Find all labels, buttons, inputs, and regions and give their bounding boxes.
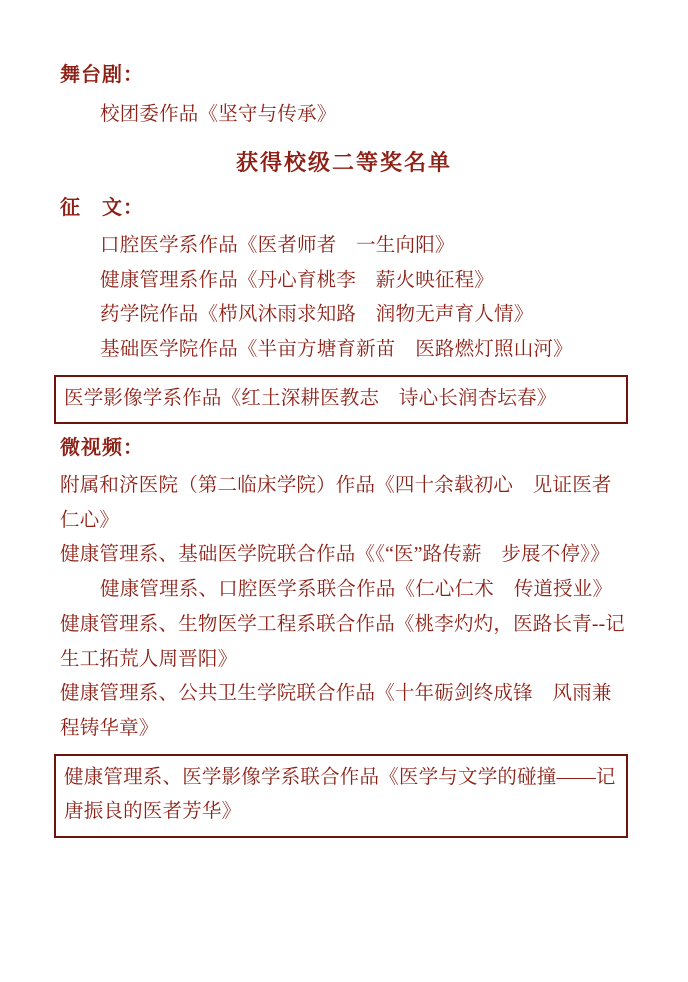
micro-video-item-text: 健康管理系、公共卫生学院联合作品《十年砺剑终成锋 风雨兼程铸华章》	[60, 683, 612, 739]
award-title: 获得校级二等奖名单	[235, 150, 452, 176]
micro-video-item	[60, 677, 628, 746]
essay-item: 健康管理系作品《丹心育桃李 薪火映征程》	[100, 269, 495, 291]
stage-play-item: 校团委作品《坚守与传承》	[100, 103, 337, 125]
micro-video-item-text: 健康管理系、生物医学工程系联合作品《桃李灼灼，医路长青--记生工拓荒人周晋阳》	[60, 613, 625, 670]
micro-video-item-highlighted	[64, 761, 618, 830]
micro-video-item: 健康管理系、口腔医学系联合作品《仁心仁术 传道授业》	[100, 579, 613, 601]
essay-heading: 征 文：	[60, 197, 144, 220]
micro-video-item	[60, 608, 628, 677]
micro-video-item-highlighted-text: 健康管理系、医学影像学系联合作品《医学与文学的碰撞——记唐振良的医者芳华》	[64, 766, 616, 823]
micro-video-item	[60, 538, 628, 573]
stage-play-heading: 舞台剧：	[60, 64, 144, 86]
essay-item-highlighted: 医学影像学系作品《红土深耕医教志 诗心长润杏坛春》	[64, 387, 557, 409]
micro-video-item-text: 健康管理系、基础医学院联合作品《《“医”路传薪 步展不停》》	[60, 544, 610, 566]
micro-video-item	[60, 469, 628, 538]
essay-item: 药学院作品《栉风沐雨求知路 润物无声育人情》	[100, 304, 534, 326]
micro-video-item-text: 附属和济医院（第二临床学院）作品《四十余载初心 见证医者仁心》	[60, 475, 612, 531]
micro-video-heading: 微视频：	[60, 437, 144, 460]
highlighted-micro-video-box	[54, 754, 628, 838]
essay-item: 基础医学院作品《半亩方塘育新苗 医路燃灯照山河》	[100, 339, 573, 360]
essay-item: 口腔医学系作品《医者师者 一生向阳》	[100, 234, 455, 256]
highlighted-essay-box	[54, 375, 628, 425]
